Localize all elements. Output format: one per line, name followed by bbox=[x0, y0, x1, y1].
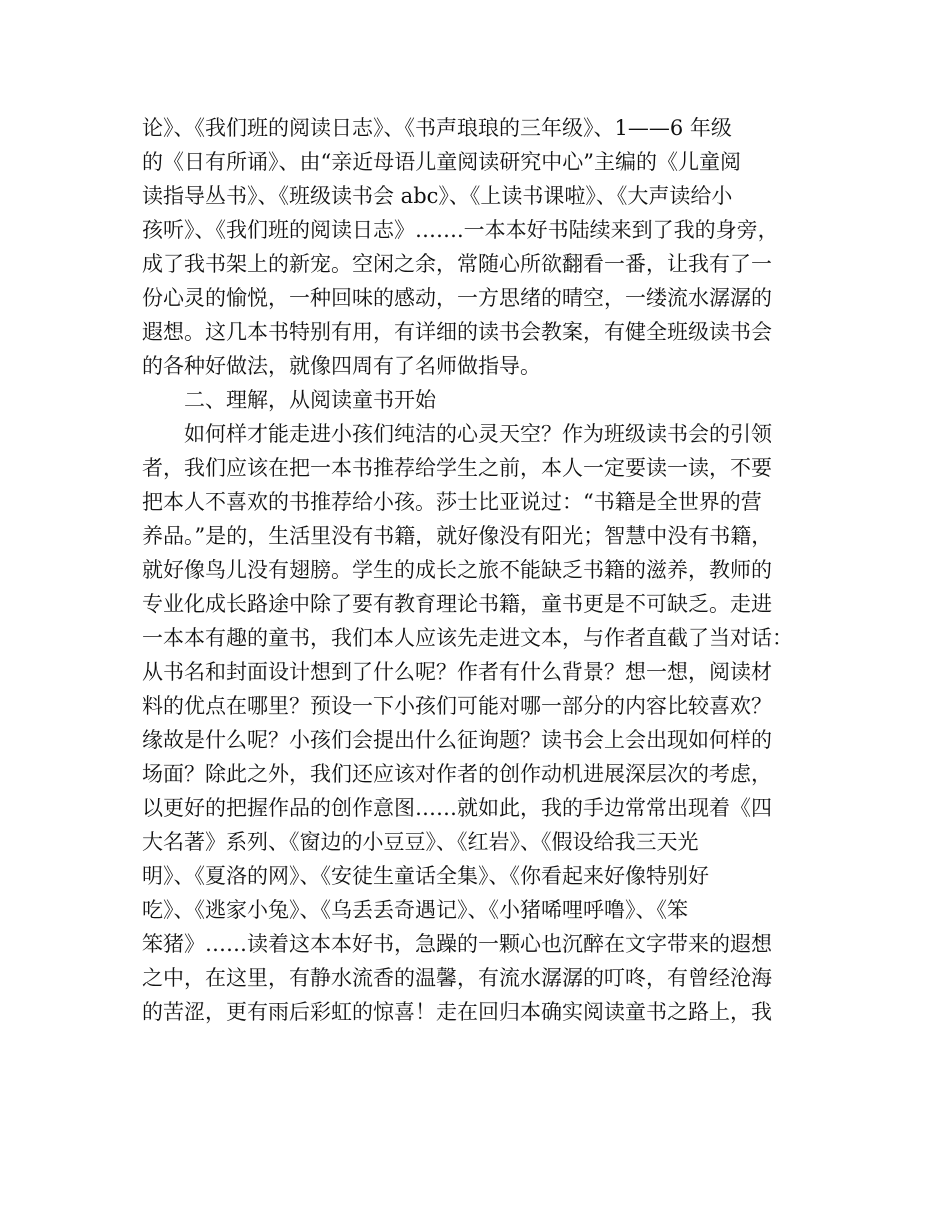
text-line: 专业化成长路途中除了要有教育理论书籍，童书更是不可缺乏。走进 bbox=[142, 592, 772, 616]
text-line: 缘故是什么呢？小孩们会提出什么征询题？读书会上会出现如何样的 bbox=[142, 728, 772, 752]
text-line: 的各种好做法，就像四周有了名师做指导。 bbox=[142, 354, 541, 378]
text-line: 明》、《夏洛的网》、《安徒生童话全集》、《你看起来好像特别好 bbox=[142, 864, 709, 888]
text-line: 笨猪》……读着这本本好书，急躁的一颗心也沉醉在文字带来的遐想 bbox=[142, 932, 772, 956]
text-line: 孩听》、《我们班的阅读日志》…….一本本好书陆续来到了我的身旁， bbox=[142, 218, 779, 242]
text-line: 成了我书架上的新宠。空闲之余，常随心所欲翻看一番，让我有了一 bbox=[142, 252, 772, 276]
text-line: 如何样才能走进小孩们纯洁的心灵天空？作为班级读书会的引领 bbox=[184, 422, 772, 446]
text-line: 之中，在这里，有静水流香的温馨，有流水潺潺的叮咚，有曾经沧海 bbox=[142, 966, 772, 990]
document-body bbox=[142, 111, 832, 1029]
text-line: 从书名和封面设计想到了什么呢？作者有什么背景？想一想，阅读材 bbox=[142, 660, 772, 684]
text-line: 养品。”是的，生活里没有书籍，就好像没有阳光；智慧中没有书籍， bbox=[142, 524, 773, 548]
text-line: 把本人不喜欢的书推荐给小孩。莎士比亚说过：“书籍是全世界的营 bbox=[142, 490, 762, 514]
text-line: 读指导丛书》、《班级读书会 abc》、《上读书课啦》、《大声读给小 bbox=[142, 184, 733, 208]
text-line: 以更好的把握作品的创作意图……就如此，我的手边常常出现着《四 bbox=[142, 796, 772, 820]
text-line: 份心灵的愉悦，一种回味的感动，一方思绪的晴空，一缕流水潺潺的 bbox=[142, 286, 772, 310]
text-line: 就好像鸟儿没有翅膀。学生的成长之旅不能缺乏书籍的滋养，教师的 bbox=[142, 558, 772, 582]
text-line: 的苦涩，更有雨后彩虹的惊喜！走在回归本确实阅读童书之路上，我 bbox=[142, 1000, 772, 1024]
text-line: 吃》、《逃家小兔》、《乌丢丢奇遇记》、《小猪唏哩呼噜》、《笨 bbox=[142, 898, 688, 922]
text-line: 一本本有趣的童书，我们本人应该先走进文本，与作者直截了当对话： bbox=[142, 626, 793, 650]
section-heading: 二、理解，从阅读童书开始 bbox=[184, 388, 436, 412]
text-line: 的《日有所诵》、由“亲近母语儿童阅读研究中心”主编的《儿童阅 bbox=[142, 150, 741, 174]
text-line: 遐想。这几本书特别有用，有详细的读书会教案，有健全班级读书会 bbox=[142, 320, 772, 344]
text-line: 论》、《我们班的阅读日志》、《书声琅琅的三年级》、1——6 年级 bbox=[142, 116, 732, 140]
text-line: 料的优点在哪里？预设一下小孩们可能对哪一部分的内容比较喜欢？ bbox=[142, 694, 772, 718]
text-line: 场面？除此之外，我们还应该对作者的创作动机进展深层次的考虑， bbox=[142, 762, 772, 786]
text-line: 大名著》系列、《窗边的小豆豆》、《红岩》、《假设给我三天光 bbox=[142, 830, 699, 854]
text-line: 者，我们应该在把一本书推荐给学生之前，本人一定要读一读，不要 bbox=[142, 456, 772, 480]
